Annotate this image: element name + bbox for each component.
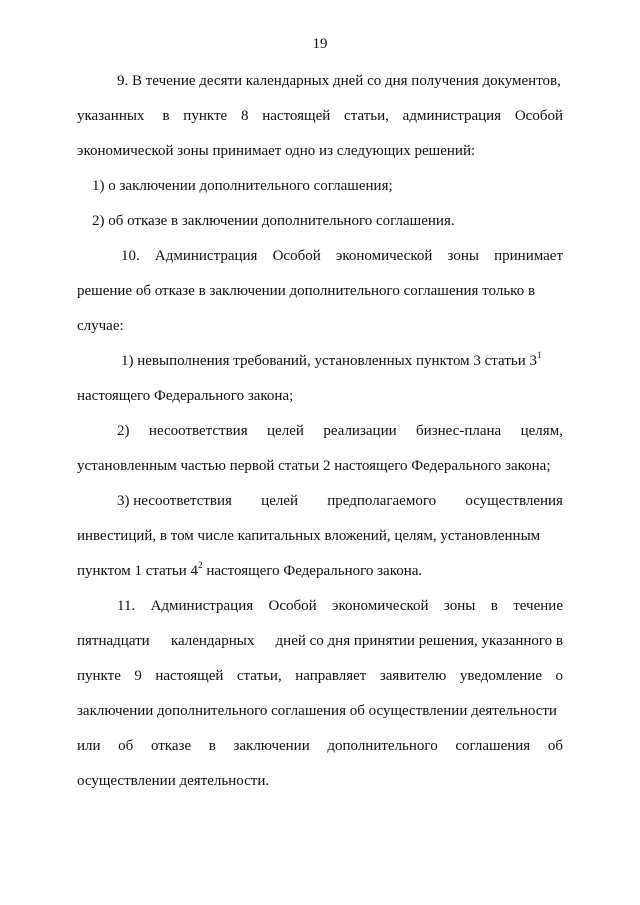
- paragraph-10-item-1: [77, 344, 563, 379]
- paragraph-11-line-5: [77, 729, 563, 764]
- word: статьи,: [236, 668, 282, 684]
- word: экономической: [335, 248, 433, 264]
- word: Особой: [272, 248, 321, 264]
- word: в: [490, 598, 498, 614]
- paragraph-10-item-3-line-1: [77, 484, 563, 519]
- word: об: [118, 738, 134, 754]
- paragraph-9-line-2-text: в пункте 8 настоящей статьи, администрация Особой: [162, 108, 563, 124]
- paragraph-9-item-2: 2) об отказе в заключении дополнительного соглашения.: [92, 213, 455, 229]
- word: заявителю: [379, 668, 447, 684]
- paragraph-10-item-2-line-1: [77, 414, 563, 449]
- item-1-text: 1) невыполнения требований, установленных пунктом 3 статьи 3: [121, 353, 537, 369]
- paragraph-11-line-6: осуществлении деятельности.: [77, 773, 270, 789]
- paragraph-11-line-4: заключении дополнительного соглашения об осуществлении деятельности: [77, 703, 557, 719]
- item-3-rest: настоящего Федерального закона.: [202, 563, 423, 579]
- word: течение: [513, 598, 563, 614]
- word: 2): [117, 423, 130, 439]
- word: Особой: [268, 598, 317, 614]
- word: Администрация: [150, 598, 254, 614]
- word: направляет: [295, 668, 367, 684]
- word: реализации: [323, 423, 397, 439]
- word: 9: [134, 668, 142, 684]
- word: зоны: [447, 248, 479, 264]
- word: Администрация: [154, 248, 258, 264]
- superscript: 1: [537, 350, 542, 360]
- paragraph-11: [77, 589, 563, 799]
- paragraph-10-item-2-line-2: установленным частью первой статьи 2 настоящего Федерального закона;: [77, 458, 551, 474]
- word: целей: [261, 493, 299, 509]
- item-3-text: пунктом 1 статьи 4: [77, 563, 199, 579]
- paragraph-9-item-1: 1) о заключении дополнительного соглашения;: [92, 178, 393, 194]
- word: дополнительного: [327, 738, 438, 754]
- word: дней со дня принятии решения, указанного в: [275, 633, 563, 649]
- word: экономической: [332, 598, 429, 614]
- paragraph-10-line-1: [77, 239, 563, 274]
- word: бизнес-плана: [416, 423, 502, 439]
- word: о: [555, 668, 563, 684]
- word: заключении: [233, 738, 310, 754]
- paragraph-9: [77, 64, 563, 239]
- superscript: 2: [198, 560, 203, 570]
- word: предполагаемого: [327, 493, 437, 509]
- word: отказе: [150, 738, 192, 754]
- word: уведомление: [459, 668, 542, 684]
- paragraph-10-line-3: случае:: [77, 318, 124, 334]
- word: целей: [267, 423, 304, 439]
- word: осуществления: [465, 493, 563, 509]
- word: зоны: [443, 598, 476, 614]
- paragraph-9-line-2-part-2: [162, 99, 563, 134]
- word: пятнадцати: [77, 633, 150, 649]
- word: 11.: [117, 598, 136, 614]
- word: пункте: [77, 668, 121, 684]
- paragraph-10-item-3-line-2: инвестиций, в том числе капитальных вложений, целям, установленным: [77, 528, 541, 544]
- paragraph-9-line-3: экономической зоны принимает одно из следующих решений:: [77, 143, 476, 159]
- word: календарных: [170, 633, 255, 649]
- word: принимает: [494, 248, 563, 264]
- word: целям,: [520, 423, 563, 439]
- paragraph-9-line-2: [77, 99, 563, 134]
- paragraph-10-line-2: решение об отказе в заключении дополнительного соглашения только в: [77, 283, 536, 299]
- paragraph-10-item-1-cont: настоящего Федерального закона;: [77, 388, 294, 404]
- word: настоящей: [155, 668, 224, 684]
- paragraph-9-line-2-part-1: указанных: [77, 108, 145, 124]
- paragraph-11-line-2: [77, 624, 563, 659]
- word: несоответствия: [148, 423, 248, 439]
- word: или: [77, 738, 101, 754]
- paragraph-10-item-3-line-3: [77, 554, 563, 589]
- word: в: [208, 738, 216, 754]
- word: 3) несоответствия: [117, 493, 232, 509]
- paragraph-11-line-3: [77, 659, 563, 694]
- page-number: 19: [312, 36, 328, 52]
- word: 10.: [121, 248, 140, 264]
- word: об: [547, 738, 563, 754]
- word: соглашения: [455, 738, 531, 754]
- paragraph-10: [77, 239, 563, 589]
- paragraph-11-line-1: [77, 589, 563, 624]
- paragraph-9-line-1: 9. В течение десяти календарных дней со дня получения документов,: [117, 73, 561, 89]
